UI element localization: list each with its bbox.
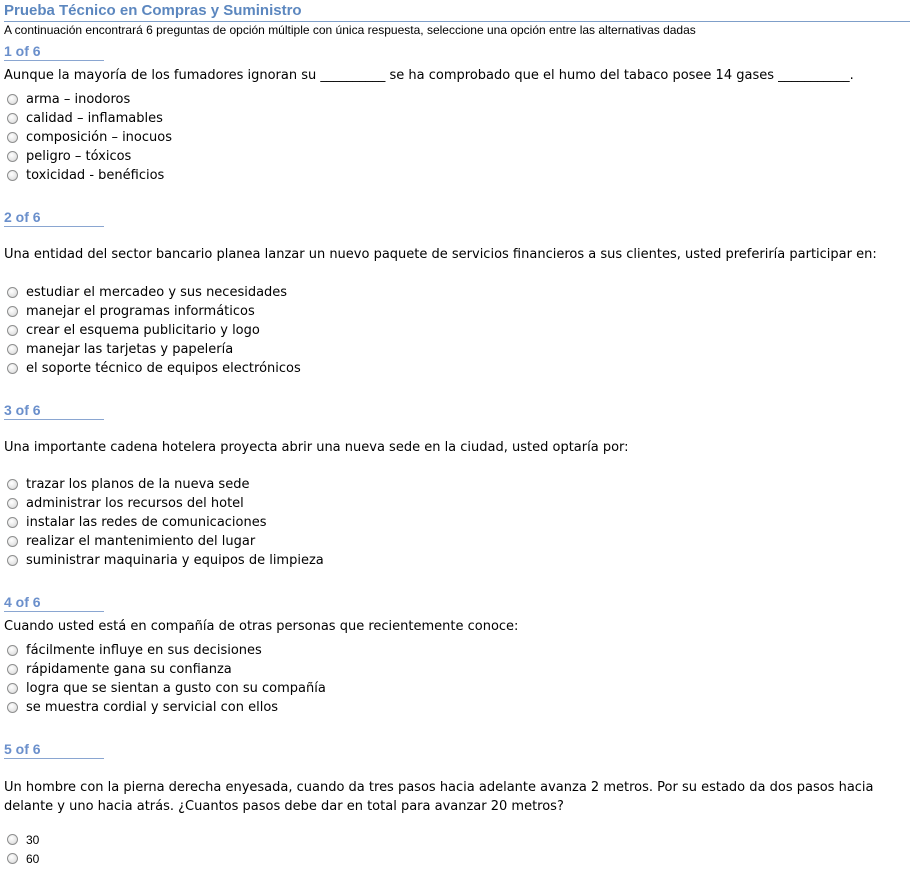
option-3-d[interactable]: realizar el mantenimiento del lugar [7, 532, 324, 551]
radio-button[interactable] [7, 151, 18, 162]
question-4-text: Cuando usted está en compañía de otras personas que recientemente conoce: [4, 619, 519, 634]
option-4-d[interactable]: se muestra cordial y servicial con ellos [7, 698, 326, 717]
radio-button[interactable] [7, 479, 18, 490]
option-1-e[interactable]: toxicidad - benéficios [7, 166, 172, 185]
radio-button[interactable] [7, 664, 18, 675]
radio-button[interactable] [7, 683, 18, 694]
option-1-c[interactable]: composición – inocuos [7, 128, 172, 147]
radio-button[interactable] [7, 306, 18, 317]
option-3-e[interactable]: suministrar maquinaria y equipos de limpieza [7, 551, 324, 570]
question-4-options [7, 641, 326, 717]
option-3-a[interactable]: trazar los planos de la nueva sede [7, 475, 324, 494]
radio-button[interactable] [7, 94, 18, 105]
question-5-options [7, 830, 39, 868]
option-5-a[interactable]: 30 [7, 830, 39, 849]
option-5-b[interactable]: 60 [7, 849, 39, 868]
radio-button[interactable] [7, 498, 18, 509]
question-1-number: 1 of 6 [4, 43, 104, 61]
question-2-options [7, 283, 301, 378]
page-title: Prueba Técnico en Compras y Suministro [4, 2, 910, 22]
option-2-d[interactable]: manejar las tarjetas y papelería [7, 340, 301, 359]
radio-button[interactable] [7, 645, 18, 656]
radio-button[interactable] [7, 344, 18, 355]
radio-button[interactable] [7, 555, 18, 566]
radio-button[interactable] [7, 517, 18, 528]
radio-button[interactable] [7, 287, 18, 298]
option-1-b[interactable]: calidad – inflamables [7, 109, 172, 128]
question-3-options [7, 475, 324, 570]
option-1-a[interactable]: arma – inodoros [7, 90, 172, 109]
instructions-text: A continuación encontrará 6 preguntas de opción múltiple con única respuesta, seleccione una opción entre las alternativas dadas [4, 23, 696, 37]
option-2-b[interactable]: manejar el programas informáticos [7, 302, 301, 321]
question-3-number: 3 of 6 [4, 402, 104, 420]
option-2-c[interactable]: crear el esquema publicitario y logo [7, 321, 301, 340]
question-2-text: Una entidad del sector bancario planea lanzar un nuevo paquete de servicios financieros a sus clientes, usted preferiría participar en: [4, 247, 877, 262]
radio-button[interactable] [7, 853, 18, 864]
option-4-c[interactable]: logra que se sientan a gusto con su compañía [7, 679, 326, 698]
radio-button[interactable] [7, 113, 18, 124]
radio-button[interactable] [7, 536, 18, 547]
option-2-a[interactable]: estudiar el mercadeo y sus necesidades [7, 283, 301, 302]
question-3-text: Una importante cadena hotelera proyecta abrir una nueva sede en la ciudad, usted optaría por: [4, 440, 629, 455]
radio-button[interactable] [7, 834, 18, 845]
question-1-text: Aunque la mayoría de los fumadores ignoran su __________ se ha comprobado que el humo del tabaco posee 14 gases ___________. [4, 68, 854, 83]
radio-button[interactable] [7, 702, 18, 713]
question-1-options [7, 90, 172, 185]
option-1-d[interactable]: peligro – tóxicos [7, 147, 172, 166]
question-5-text: Un hombre con la pierna derecha enyesada, cuando da tres pasos hacia adelante avanza 2 metros. Por su estado da dos pasos hacia delante y uno hacia atrás. ¿Cuantos pasos debe dar en total para avanzar 20 metros? [4, 780, 874, 814]
question-5-number: 5 of 6 [4, 741, 104, 759]
option-3-b[interactable]: administrar los recursos del hotel [7, 494, 324, 513]
option-4-b[interactable]: rápidamente gana su confianza [7, 660, 326, 679]
radio-button[interactable] [7, 132, 18, 143]
question-4-number: 4 of 6 [4, 594, 104, 612]
option-2-e[interactable]: el soporte técnico de equipos electrónicos [7, 359, 301, 378]
option-4-a[interactable]: fácilmente influye en sus decisiones [7, 641, 326, 660]
radio-button[interactable] [7, 325, 18, 336]
radio-button[interactable] [7, 363, 18, 374]
radio-button[interactable] [7, 170, 18, 181]
question-2-number: 2 of 6 [4, 209, 104, 227]
option-3-c[interactable]: instalar las redes de comunicaciones [7, 513, 324, 532]
